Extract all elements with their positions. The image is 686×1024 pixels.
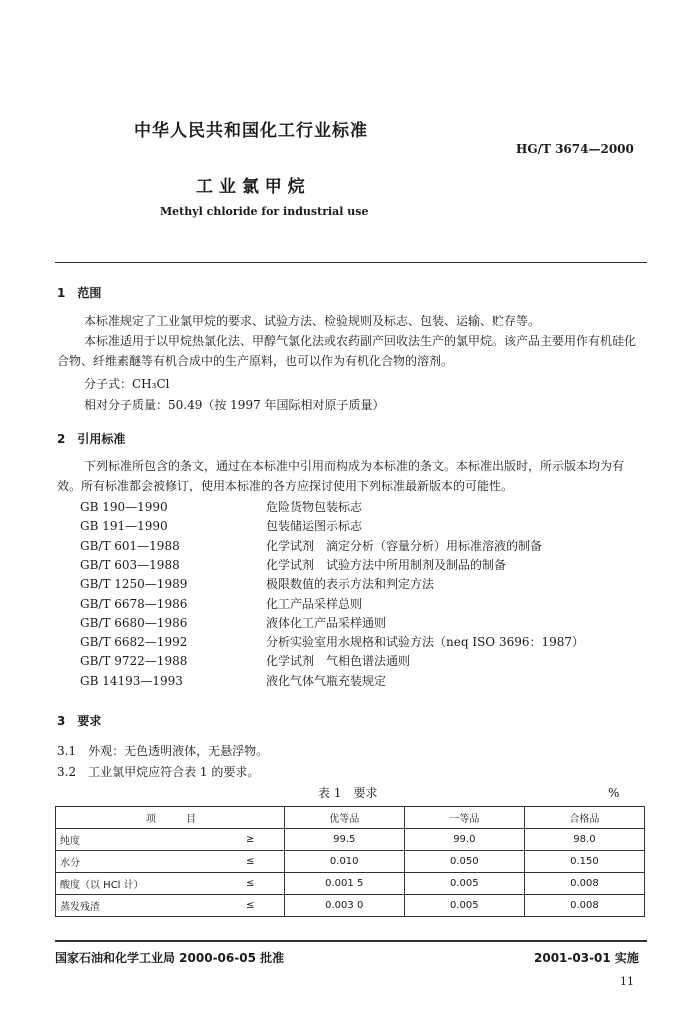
comparison-operator: ≤: [217, 895, 285, 917]
reference-item: [80, 498, 362, 515]
table-row: [56, 851, 645, 873]
reference-title: 化学试剂 试验方法中所用制剂及制品的制备: [266, 557, 507, 572]
table-row: [56, 873, 645, 895]
header-grade-3: 合格品: [524, 807, 644, 829]
reference-item: [80, 595, 362, 612]
section-3-heading: 3 要求: [57, 714, 102, 728]
requirement-3-2: 3.2 工业氯甲烷应符合表 1 的要求。: [57, 765, 260, 779]
relative-molecular-mass: 相对分子质量：50.49（按 1997 年国际相对原子质量）: [84, 398, 385, 412]
effective-date: 2001-03-01 实施: [534, 951, 639, 965]
item-name: 纯度: [56, 829, 217, 851]
table-row: [56, 829, 645, 851]
section-1-paragraph-1: 本标准规定了工业氯甲烷的要求、试验方法、检验规则及标志、包装、运输、贮存等。: [84, 314, 541, 328]
value-grade-3: 0.150: [524, 851, 644, 873]
reference-code: GB/T 6678—1986: [80, 596, 188, 611]
requirement-3-1: 3.1 外观：无色透明液体，无悬浮物。: [57, 744, 269, 758]
reference-code: GB 191—1990: [80, 519, 168, 534]
comparison-operator: ≤: [217, 873, 285, 895]
title-chinese: 工 业 氯 甲 烷: [196, 177, 305, 197]
reference-code: GB/T 601—1988: [80, 538, 180, 553]
org-title: 中华人民共和国化工行业标准: [134, 121, 368, 141]
reference-title: 分析实验室用水规格和试验方法（neq ISO 3696：1987）: [266, 635, 585, 650]
reference-code: GB/T 6680—1986: [80, 615, 188, 630]
reference-title: 危险货物包装标志: [266, 500, 363, 514]
value-grade-3: 0.008: [524, 873, 644, 895]
reference-title: 化工产品采样总则: [266, 596, 363, 611]
header-item: 项 目: [56, 807, 285, 829]
reference-item: [80, 614, 386, 631]
reference-code: GB/T 603—1988: [80, 557, 180, 572]
reference-code: GB/T 1250—1989: [80, 577, 188, 592]
header-divider: [55, 262, 647, 263]
section-2-heading: 2 引用标准: [57, 432, 126, 446]
comparison-operator: ≤: [217, 851, 285, 873]
reference-item: [80, 537, 542, 554]
standard-number: HG/T 3674—2000: [516, 142, 634, 156]
header-grade-2: 一等品: [404, 807, 524, 829]
reference-code: GB 14193—1993: [80, 673, 183, 688]
reference-item: [80, 633, 584, 650]
table-unit: %: [608, 786, 620, 800]
value-grade-2: 0.005: [404, 895, 524, 917]
reference-title: 化学试剂 气相色谱法通则: [266, 654, 411, 669]
requirements-table: [55, 806, 645, 917]
reference-item: [80, 556, 506, 573]
value-grade-2: 99.0: [404, 829, 524, 851]
reference-title: 化学试剂 滴定分析（容量分析）用标准溶液的制备: [266, 538, 543, 553]
value-grade-3: 98.0: [524, 829, 644, 851]
table-caption: 表 1 要求: [318, 786, 378, 800]
value-grade-2: 0.005: [404, 873, 524, 895]
reference-item: [80, 575, 434, 592]
page-number: 11: [620, 975, 634, 988]
table-header-row: [56, 807, 645, 829]
title-english: Methyl chloride for industrial use: [160, 205, 369, 218]
reference-title: 极限数值的表示方法和判定方法: [266, 577, 435, 592]
reference-item: [80, 652, 410, 669]
item-name: 蒸发残渣: [56, 895, 217, 917]
comparison-operator: ≥: [217, 829, 285, 851]
reference-code: GB/T 6682—1992: [80, 635, 188, 650]
reference-title: 液体化工产品采样通则: [266, 615, 387, 630]
reference-title: 液化气体气瓶充装规定: [266, 673, 387, 688]
table-row: [56, 895, 645, 917]
value-grade-1: 0.001 5: [284, 873, 404, 895]
reference-code: GB/T 9722—1988: [80, 654, 188, 669]
section-1-heading: 1 范围: [57, 286, 102, 300]
value-grade-2: 0.050: [404, 851, 524, 873]
section-1-paragraph-2: 本标准适用于以甲烷热氯化法、甲醇气氯化法或农药副产回收法生产的氯甲烷。该产品主要用作有机硅化合物、纤维素醚等有机合成中的生产原料，也可以作为有机化合物的溶剂。: [57, 334, 637, 368]
reference-title: 包装储运图示标志: [266, 519, 363, 534]
value-grade-1: 0.010: [284, 851, 404, 873]
reference-item: [80, 517, 362, 534]
reference-item: [80, 672, 386, 689]
molecular-formula: 分子式：CH₃Cl: [84, 377, 170, 391]
value-grade-1: 99.5: [284, 829, 404, 851]
value-grade-3: 0.008: [524, 895, 644, 917]
value-grade-1: 0.003 0: [284, 895, 404, 917]
reference-code: GB 190—1990: [80, 500, 168, 514]
item-name: 水分: [56, 851, 217, 873]
footer-divider: [55, 940, 647, 942]
item-name: 酸度（以 HCl 计）: [56, 873, 217, 895]
section-2-paragraph: 下列标准所包含的条文，通过在本标准中引用而构成为本标准的条文。本标准出版时，所示版本均为有效。所有标准都会被修订，使用本标准的各方应探讨使用下列标准最新版本的可能性。: [57, 459, 625, 493]
approval-note: 国家石油和化学工业局 2000-06-05 批准: [55, 951, 285, 965]
header-grade-1: 优等品: [284, 807, 404, 829]
